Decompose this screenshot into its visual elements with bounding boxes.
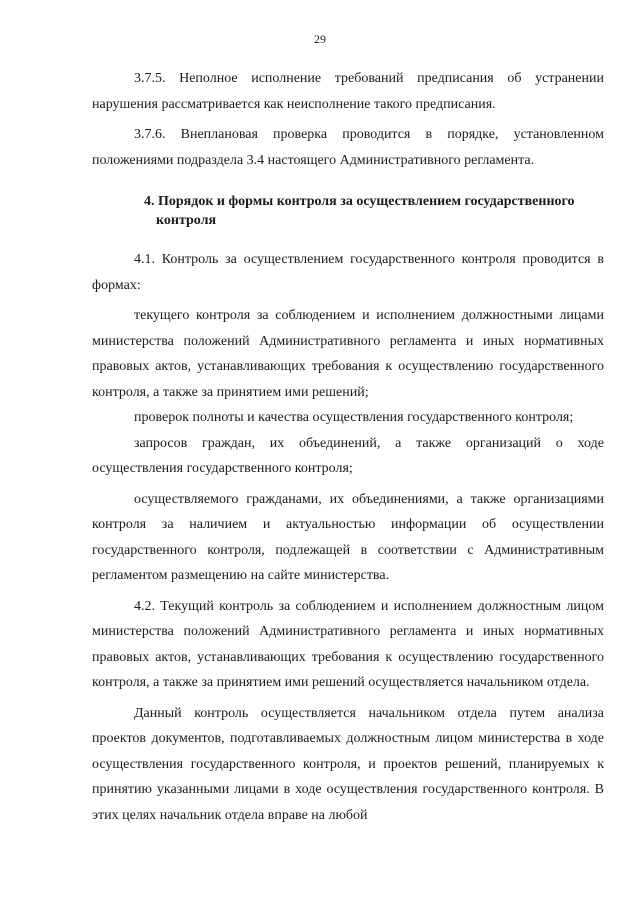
page-number: 29 — [314, 32, 326, 46]
list-item-public-control: осуществляемого гражданами, их объединениями, а также организациями контроля за наличием и актуальностью информации об осуществлении государственного контроля, подлежащей в соответствии с Административным регламентом размещению на сайте министерства. — [92, 491, 604, 583]
paragraph-4-1: 4.1. Контроль за осуществлением государственного контроля проводится в формах: — [92, 252, 604, 293]
paragraph-3-7-5: 3.7.5. Неполное исполнение требований предписания об устранении нарушения рассматривается как неисполнение такого предписания. — [92, 71, 604, 112]
list-item-current-control: текущего контроля за соблюдением и исполнением должностными лицами министерства положений Административного регламента и иных нормативных правовых актов, устанавливающих требования к осуществлению государственного контроля, а также за принятием ими решений; — [92, 308, 604, 400]
list-item-checks: проверок полноты и качества осуществления государственного контроля; — [134, 410, 574, 425]
section-heading-4: 4. Порядок и формы контроля за осуществлением государственного контроля — [144, 194, 575, 228]
list-item-requests: запросов граждан, их объединений, а также организаций о ходе осуществления государственного контроля; — [92, 435, 604, 476]
paragraph-3-7-6: 3.7.6. Внеплановая проверка проводится в порядке, установленном положениями подраздела 3.4 настоящего Административного регламента. — [92, 127, 604, 168]
paragraph-4-2: 4.2. Текущий контроль за соблюдением и исполнением должностным лицом министерства положений Административного регламента и иных нормативных правовых актов, устанавливающих требования к осуществлению государственного контроля, а также за принятием ими решений осуществляется начальником отдела. — [92, 598, 604, 690]
paragraph-analysis: Данный контроль осуществляется начальником отдела путем анализа проектов документов, подготавливаемых должностным лицом министерства в ходе осуществления государственного контроля, и проектов решений, планируемых к принятию указанными лицами в ходе осуществления государственного контроля. В этих целях начальник отдела вправе на любой — [92, 705, 604, 823]
page-body — [92, 66, 604, 828]
